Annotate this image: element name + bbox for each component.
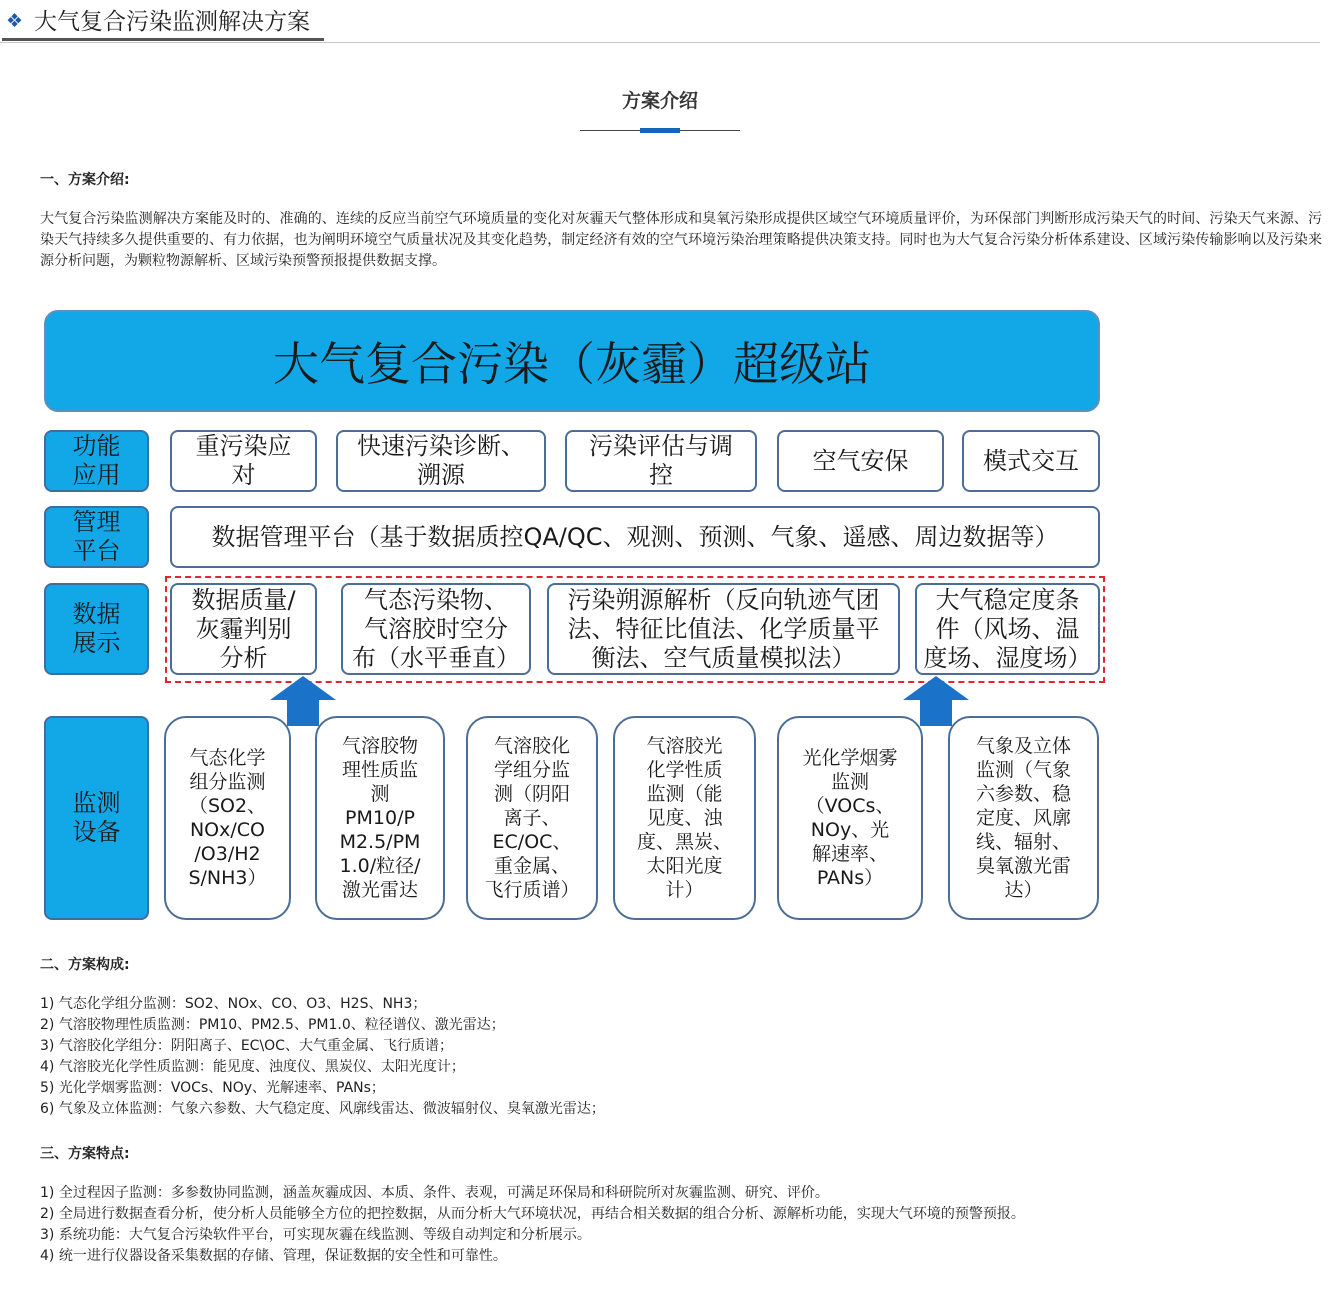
up-arrow-left [270, 676, 336, 726]
device-item: 气溶胶物 理性质监 测 PM10/P M2.5/PM 1.0/粒径/ 激光雷达 [315, 716, 445, 920]
up-arrow-right [903, 676, 969, 726]
list-item: 2) 全局进行数据查看分析，使分析人员能够全方位的把控数据，从而分析大气环境状况，再结合相关数据的组合分析、源解析功能，实现大气环境的预警预报。 [40, 1206, 1025, 1222]
list-item: 5) 光化学烟雾监测：VOCs、NOy、光解速率、PANs； [40, 1080, 385, 1096]
category-management: 管理 平台 [44, 506, 149, 568]
diamond-bullet-icon: ❖ [6, 10, 24, 32]
list-item: 6) 气象及立体监测：气象六参数、大气稳定度、风廓线雷达、微波辐射仪、臭氧激光雷达； [40, 1101, 605, 1117]
section-title: 方案介绍 [621, 90, 698, 112]
composition-list [40, 994, 605, 1120]
display-item: 数据质量/ 灰霾判别 分析 [170, 583, 317, 675]
category-function: 功能 应用 [44, 430, 149, 492]
device-item: 气溶胶化 学组分监 测（阴阳 离子、 EC/OC、 重金属、 飞行质谱） [466, 716, 598, 920]
list-item: 4) 气溶胶光化学性质监测：能见度、浊度仪、黑炭仪、太阳光度计； [40, 1059, 465, 1075]
list-item: 4) 统一进行仪器设备采集数据的存储、管理，保证数据的安全性和可靠性。 [40, 1248, 507, 1264]
function-item: 模式交互 [962, 430, 1100, 492]
diagram-banner: 大气复合污染（灰霾）超级站 [44, 310, 1100, 412]
device-item: 气态化学 组分监测 （SO2、 NOx/CO /O3/H2 S/NH3） [164, 716, 291, 920]
list-item: 3) 气溶胶化学组分：阴阳离子、EC\OC、大气重金属、飞行质谱； [40, 1038, 453, 1054]
category-monitoring-devices: 监测 设备 [44, 716, 149, 920]
display-item: 大气稳定度条 件（风场、温 度场、湿度场） [915, 583, 1100, 675]
list-item: 1) 全过程因子监测：多参数协同监测，涵盖灰霾成因、本质、条件、表观，可满足环保局和科研院所对灰霾监测、研究、评价。 [40, 1185, 829, 1201]
list-item: 1) 气态化学组分监测：SO2、NOx、CO、O3、H2S、NH3； [40, 996, 427, 1012]
page-header [0, 0, 1320, 43]
function-item: 快速污染诊断、 溯源 [336, 430, 546, 492]
device-item: 气象及立体 监测（气象 六参数、稳 定度、风廓 线、辐射、 臭氧激光雷 达） [948, 716, 1099, 920]
list-item: 2) 气溶胶物理性质监测：PM10、PM2.5、PM1.0、粒径谱仪、激光雷达； [40, 1017, 505, 1033]
category-data-display: 数据 展示 [44, 583, 149, 675]
function-item: 空气安保 [777, 430, 944, 492]
data-display-dashed-frame [165, 576, 1105, 683]
title-underline [2, 38, 324, 41]
features-list [40, 1183, 1025, 1267]
display-item: 污染朔源解析（反向轨迹气团 法、特征比值法、化学质量平 衡法、空气质量模拟法） [547, 583, 900, 675]
intro-heading: 一、方案介绍: [40, 172, 130, 188]
function-item: 污染评估与调 控 [565, 430, 757, 492]
display-item: 气态污染物、 气溶胶时空分 布（水平垂直） [341, 583, 531, 675]
page-title: 大气复合污染监测解决方案 [34, 9, 310, 35]
management-platform: 数据管理平台（基于数据质控QA/QC、观测、预测、气象、遥感、周边数据等） [170, 506, 1100, 568]
section-divider-accent [640, 128, 680, 133]
intro-paragraph: 大气复合污染监测解决方案能及时的、准确的、连续的反应当前空气环境质量的变化对灰霾天气整体形成和臭氧污染形成提供区域空气环境质量评价，为环保部门判断形成污染天气的时间、污染天气来源、污染天气持续多久提供重要的、有力依据，也为阐明环境空气质量状况及其变化趋势，制定经济有效的空气环境污染治理策略提供决策支持。同时也为大气复合污染分析体系建设、区域污染传输影响以及污染来源分析问题，为颗粒物源解析、区域污染预警预报提供数据支撑。 [40, 211, 1322, 269]
features-heading: 三、方案特点: [40, 1146, 130, 1162]
composition-heading: 二、方案构成: [40, 957, 130, 973]
list-item: 3) 系统功能：大气复合污染软件平台，可实现灰霾在线监测、等级自动判定和分析展示。 [40, 1227, 591, 1243]
function-item: 重污染应 对 [170, 430, 317, 492]
device-item: 气溶胶光 化学性质 监测（能 见度、浊 度、黑炭、 太阳光度 计） [613, 716, 756, 920]
device-item: 光化学烟雾 监测 （VOCs、 NOy、光 解速率、 PANs） [777, 716, 923, 920]
